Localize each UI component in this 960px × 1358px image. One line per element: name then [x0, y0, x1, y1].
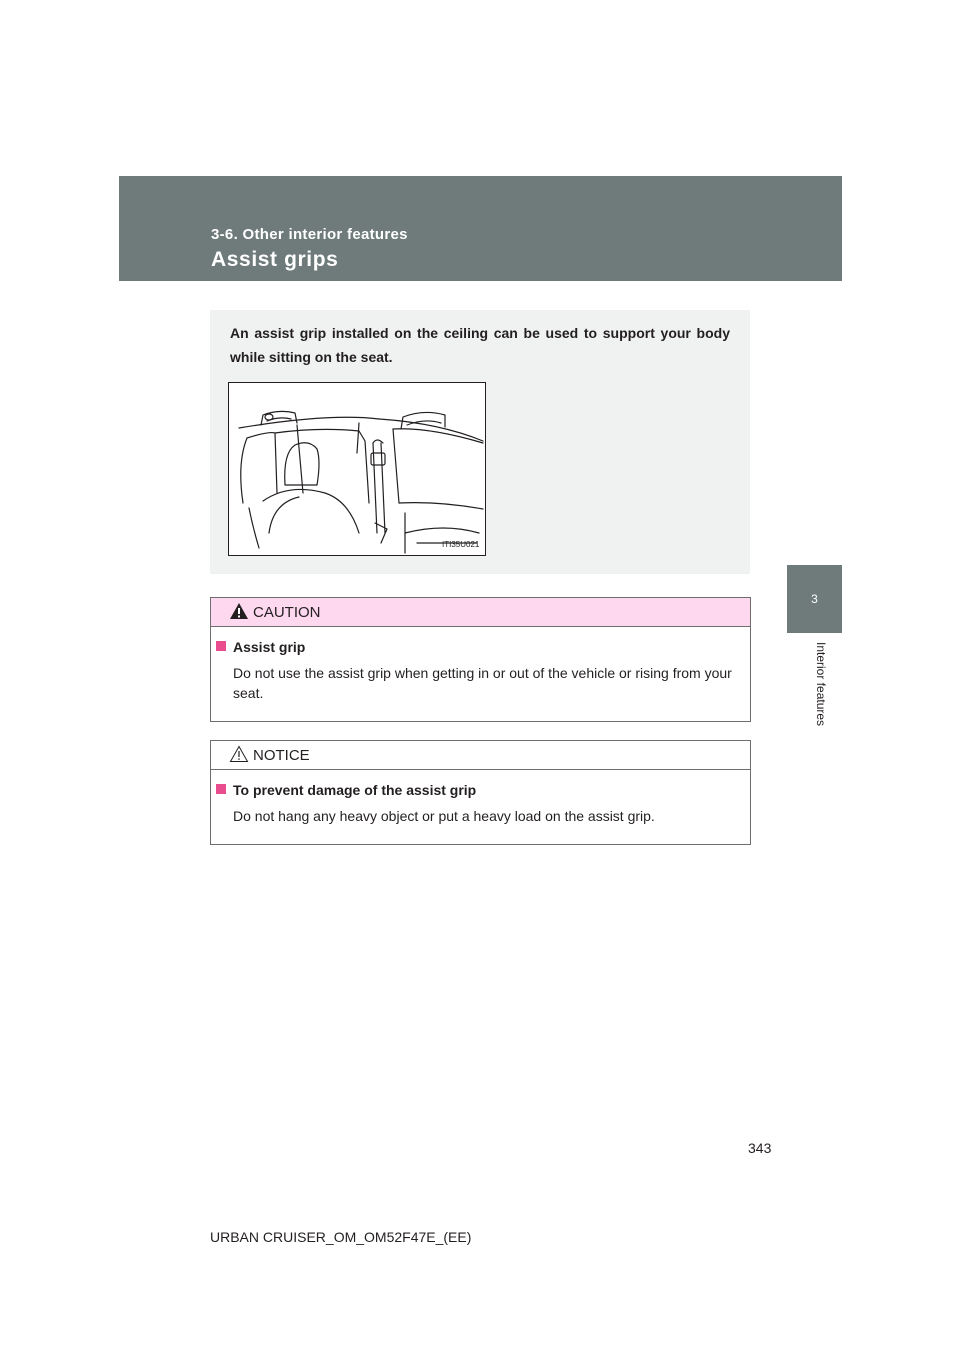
section-label: 3-6. Other interior features: [211, 226, 408, 243]
chapter-tab: 3: [787, 565, 842, 633]
notice-text: Do not hang any heavy object or put a heavy load on the assist grip.: [233, 808, 655, 824]
chapter-title: Interior features: [814, 642, 828, 727]
notice-label: NOTICE: [253, 747, 310, 764]
page-title: Assist grips: [211, 248, 339, 271]
notice-box: [210, 740, 751, 845]
caution-box: [210, 597, 751, 722]
square-bullet-icon: [216, 641, 226, 651]
caution-label: CAUTION: [253, 604, 321, 621]
intro-text: An assist grip installed on the ceiling can be used to support your body while sitting on the seat.: [230, 325, 730, 365]
intro-box: [210, 310, 750, 574]
footer-doc-id: URBAN CRUISER_OM_OM52F47E_(EE): [210, 1229, 472, 1245]
square-bullet-icon: [216, 784, 226, 794]
figure-code: ITI35U021: [442, 540, 480, 549]
caution-header: [211, 598, 750, 627]
caution-item-heading: [216, 639, 745, 655]
assist-grip-illustration: [228, 382, 486, 556]
notice-header: [211, 741, 750, 770]
page-header: [119, 176, 842, 281]
caution-heading-text: Assist grip: [233, 639, 306, 655]
notice-heading-text: To prevent damage of the assist grip: [233, 782, 477, 798]
warning-triangle-icon: [229, 602, 249, 620]
notice-triangle-icon: [229, 745, 249, 763]
car-interior-drawing: [229, 383, 485, 555]
caution-text: Do not use the assist grip when getting in or out of the vehicle or rising from your seat.: [233, 665, 732, 701]
page-number: 343: [748, 1140, 772, 1156]
notice-item-heading: [216, 782, 745, 798]
